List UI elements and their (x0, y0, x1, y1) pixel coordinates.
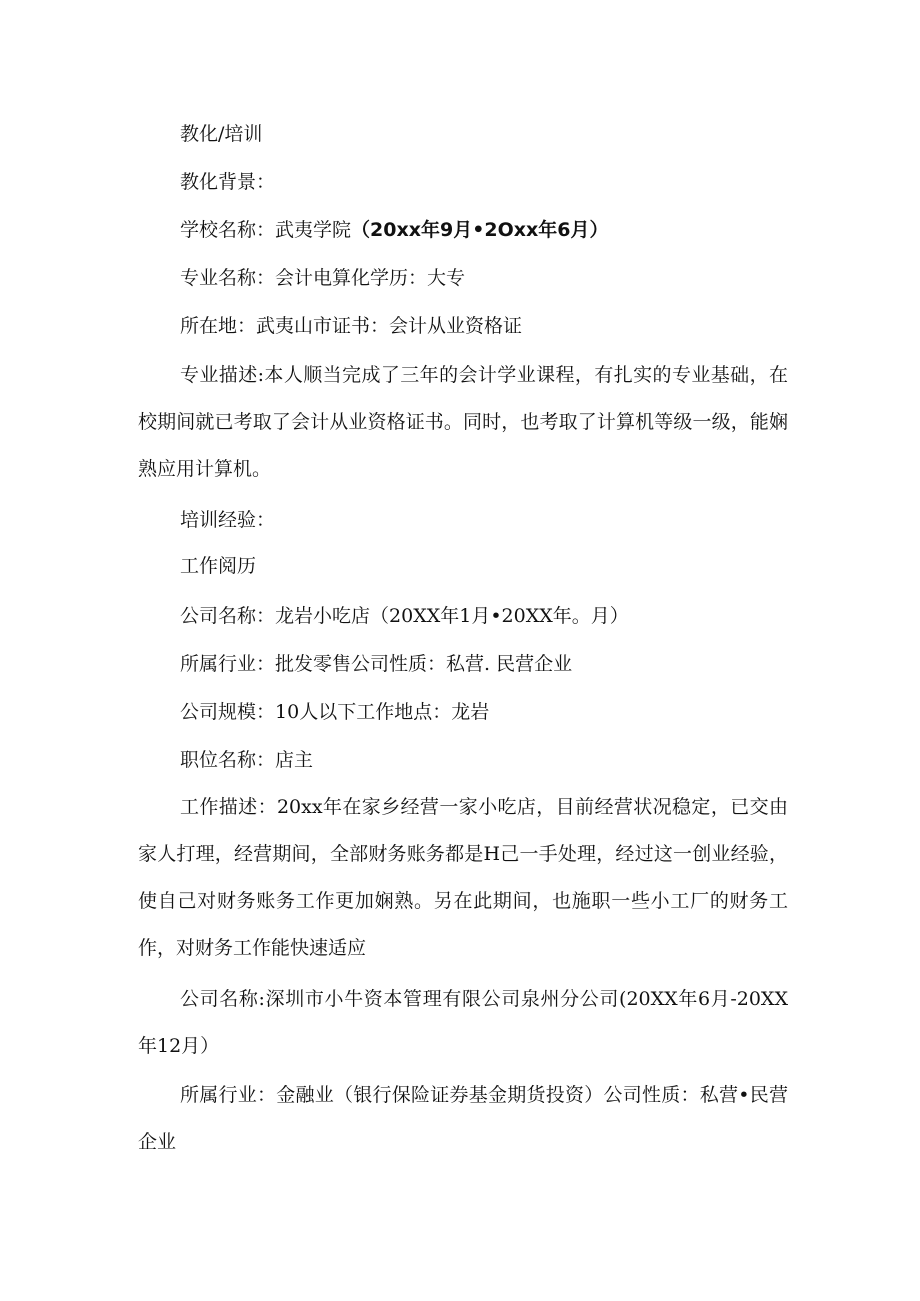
section-title (180, 114, 880, 154)
major-description-paragraph (138, 352, 788, 493)
job1-position-line (180, 740, 880, 780)
job1-position-value: 店主 (275, 749, 314, 771)
job1-scale-value: 10人以下工作地点：龙岩 (275, 701, 490, 723)
work-heading-text: 工作阅历 (180, 555, 257, 577)
location-value: 武夷山市证书：会计从业资格证 (256, 315, 523, 337)
training-heading (180, 500, 880, 540)
job2-company-paragraph (138, 976, 788, 1070)
training-heading-text: 培训经验： (180, 509, 276, 531)
job2-industry-value: 金融业（银行保险证券基金期货投资）公司性质：私营•民营企业 (138, 1084, 788, 1153)
job1-description-label: 工作描述： (180, 796, 277, 818)
work-heading (180, 546, 880, 586)
school-label: 学校名称： (180, 219, 276, 241)
major-label: 专业名称： (180, 267, 276, 289)
job1-scale-label: 公司规模： (180, 701, 276, 723)
job2-company-label: 公司名称: (180, 988, 265, 1010)
location-label: 所在地： (180, 315, 257, 337)
job1-description-text: 20xx年在家乡经营一家小吃店，目前经营状况稳定，已交由家人打理，经营期间，全部财务账务都是H己一手处理，经过这一创业经验，使自己对财务账务工作更加娴熟。另在此期间，也施职一些小工厂的财务工作，对财务工作能快速适应 (138, 796, 788, 959)
major-description-text: 本人顺当完成了三年的会计学业课程，有扎实的专业基础，在校期间就已考取了会计从业资格证书。同时，也考取了计算机等级一级，能娴熟应用计算机。 (138, 364, 788, 480)
job1-description-paragraph (138, 784, 788, 972)
location-line (180, 306, 880, 346)
major-line (180, 258, 880, 298)
school-value: 武夷学院 (275, 219, 352, 241)
education-heading (180, 162, 880, 202)
job2-industry-paragraph (138, 1072, 788, 1166)
job2-company-value: 深圳市小牛资本管理有限公司泉州分公司(20XX年6月-20XX年12月） (138, 988, 788, 1057)
job1-position-label: 职位名称： (180, 749, 276, 771)
job2-industry-label: 所属行业： (180, 1084, 277, 1106)
education-heading-text: 教化背景： (180, 171, 276, 193)
job1-scale-line (180, 692, 880, 732)
major-value: 会计电算化学历：大专 (275, 267, 466, 289)
job1-industry-line (180, 644, 880, 684)
major-description-label: 专业描述: (180, 364, 265, 386)
job1-industry-label: 所属行业： (180, 653, 276, 675)
job1-company-label: 公司名称： (180, 605, 276, 627)
school-line (180, 210, 880, 250)
section-title-text: 教化/培训 (180, 123, 263, 145)
job1-company-line (180, 596, 880, 636)
job1-company-value: 龙岩小吃店（20XX年1月•20XX年。月） (275, 605, 629, 627)
job1-industry-value: 批发零售公司性质：私营. 民营企业 (275, 653, 573, 675)
school-dates: （20xx年9月•2Oxx年6月） (351, 219, 609, 241)
